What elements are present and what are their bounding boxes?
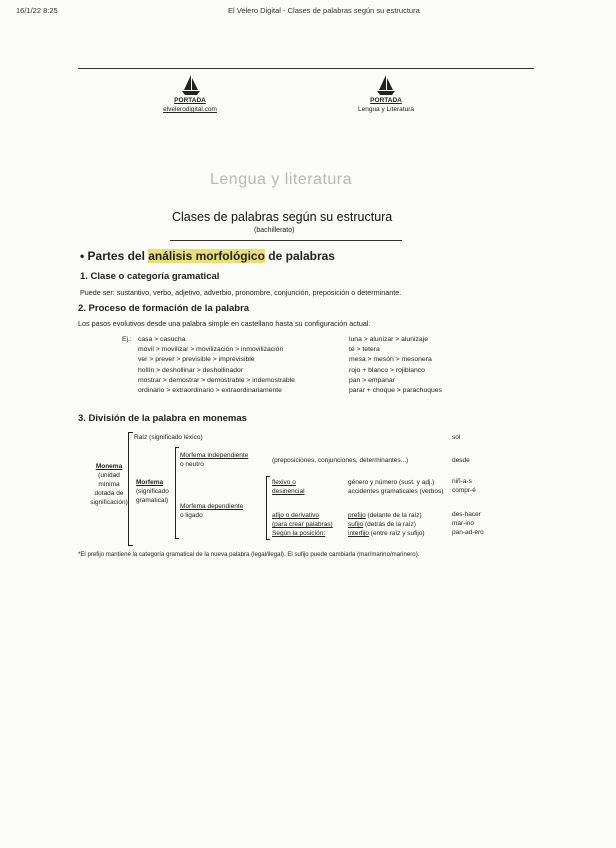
bullet-heading: • Partes del análisis morfológico de palabras <box>80 249 335 263</box>
print-timestamp: 16/1/22 8:25 <box>16 6 58 15</box>
example-item: luna > alunizar > alunizaje <box>349 336 428 343</box>
footnote: *El prefijo mantiene la categoría gramatical de la nueva palabra (legal/ilegal). El sufijo puede cambiarla (mar/marino/marinero). <box>78 551 420 558</box>
tree-example: des-hacer <box>452 511 481 518</box>
independiente-note: (preposiciones, conjunciones, determinantes...) <box>272 457 409 464</box>
logo-right[interactable] <box>341 96 431 114</box>
example-item: parar + choque > parachoques <box>349 387 442 395</box>
level-note: (bachillerato) <box>254 227 295 234</box>
subtitle-underline <box>170 240 402 241</box>
top-divider <box>78 68 534 69</box>
section-2-text: Los pasos evolutivos desde una palabra simple en castellano hasta su configuración actual. <box>78 319 371 328</box>
afijo-node: afijo o derivativo (para crear palabras) Según la posición: <box>272 512 333 537</box>
highlight-term: análisis morfológico <box>148 249 265 263</box>
examples-label: Ej.: <box>122 336 132 343</box>
example-item: té > tetera <box>349 346 380 354</box>
section-2-title: 2. Proceso de formación de la palabra <box>78 303 250 314</box>
logo-right-subtitle: Lengua y Literatura <box>357 106 414 113</box>
section-3-title: 3. División de la palabra en monemas <box>78 413 247 424</box>
example-item: hollín > deshollinar > deshollinador <box>138 366 244 374</box>
example-item: casa > casucha <box>138 336 186 343</box>
example-item: mesa > mesón > mesonera <box>349 356 432 364</box>
tree-example: compr-é <box>452 487 476 494</box>
ship-icon <box>375 74 397 96</box>
examples-right-list <box>349 335 442 396</box>
example-item: ver > prever > previsible > imprevisible <box>138 356 255 364</box>
tree-example: desde <box>452 457 470 464</box>
morfema-independiente: Morfema independiente o neutro <box>180 452 249 468</box>
flexivo-notes: género y número (sust. y adj.) accidentes gramaticales (verbos) <box>348 479 444 495</box>
logo-left[interactable] <box>145 96 235 114</box>
tree-example: niñ-a-s <box>452 478 472 485</box>
document-subtitle: Clases de palabras según su estructura <box>172 210 393 224</box>
monema-node: Monema (unidad mínima dotada de significación) <box>90 463 128 506</box>
bullet-dot: • <box>80 249 88 263</box>
logo-left-link[interactable]: elvelerodigital.com <box>163 106 217 113</box>
example-item: pan > empanar <box>349 376 395 384</box>
flexivo-node: flexivo o desinencial <box>272 479 305 495</box>
tree-example: pan-ad-ero <box>452 529 484 536</box>
tree-example: mar-ino <box>452 520 475 527</box>
tree-example: sol <box>452 434 461 441</box>
ship-icon <box>180 74 202 96</box>
examples-left-list <box>138 335 295 396</box>
example-item: mostrar > demostrar > demostrable > indemostrable <box>138 376 295 384</box>
morfema-dependiente: Morfema dependiente o ligado <box>180 503 244 519</box>
afijo-types: prefijo (delante de la raíz) sufijo (detrás de la raíz) interfijo (entre raíz y sufijo) <box>348 512 425 537</box>
example-item: ordinario > extraordinario > extraordinariamente <box>138 387 282 395</box>
logo-left-title: PORTADA <box>174 97 206 104</box>
section-1-text: Puede ser: sustantivo, verbo, adjetivo, adverbio, pronombre, conjunción, preposición o determinante. <box>80 288 402 297</box>
section-1-title: 1. Clase o categoría gramatical <box>80 271 220 282</box>
print-page-title: El Velero Digital - Clases de palabras según su estructura <box>228 6 420 15</box>
example-item: rojo + blanco > rojiblanco <box>349 366 425 374</box>
logo-right-title: PORTADA <box>370 97 402 104</box>
page-title: Lengua y literatura <box>210 171 353 188</box>
raiz-node: Raíz (significado léxico) <box>134 434 203 441</box>
example-item: móvil > movilizar > movilización > inmovilización <box>138 346 284 354</box>
morfema-node: Morfema (significado gramatical) <box>136 479 169 504</box>
